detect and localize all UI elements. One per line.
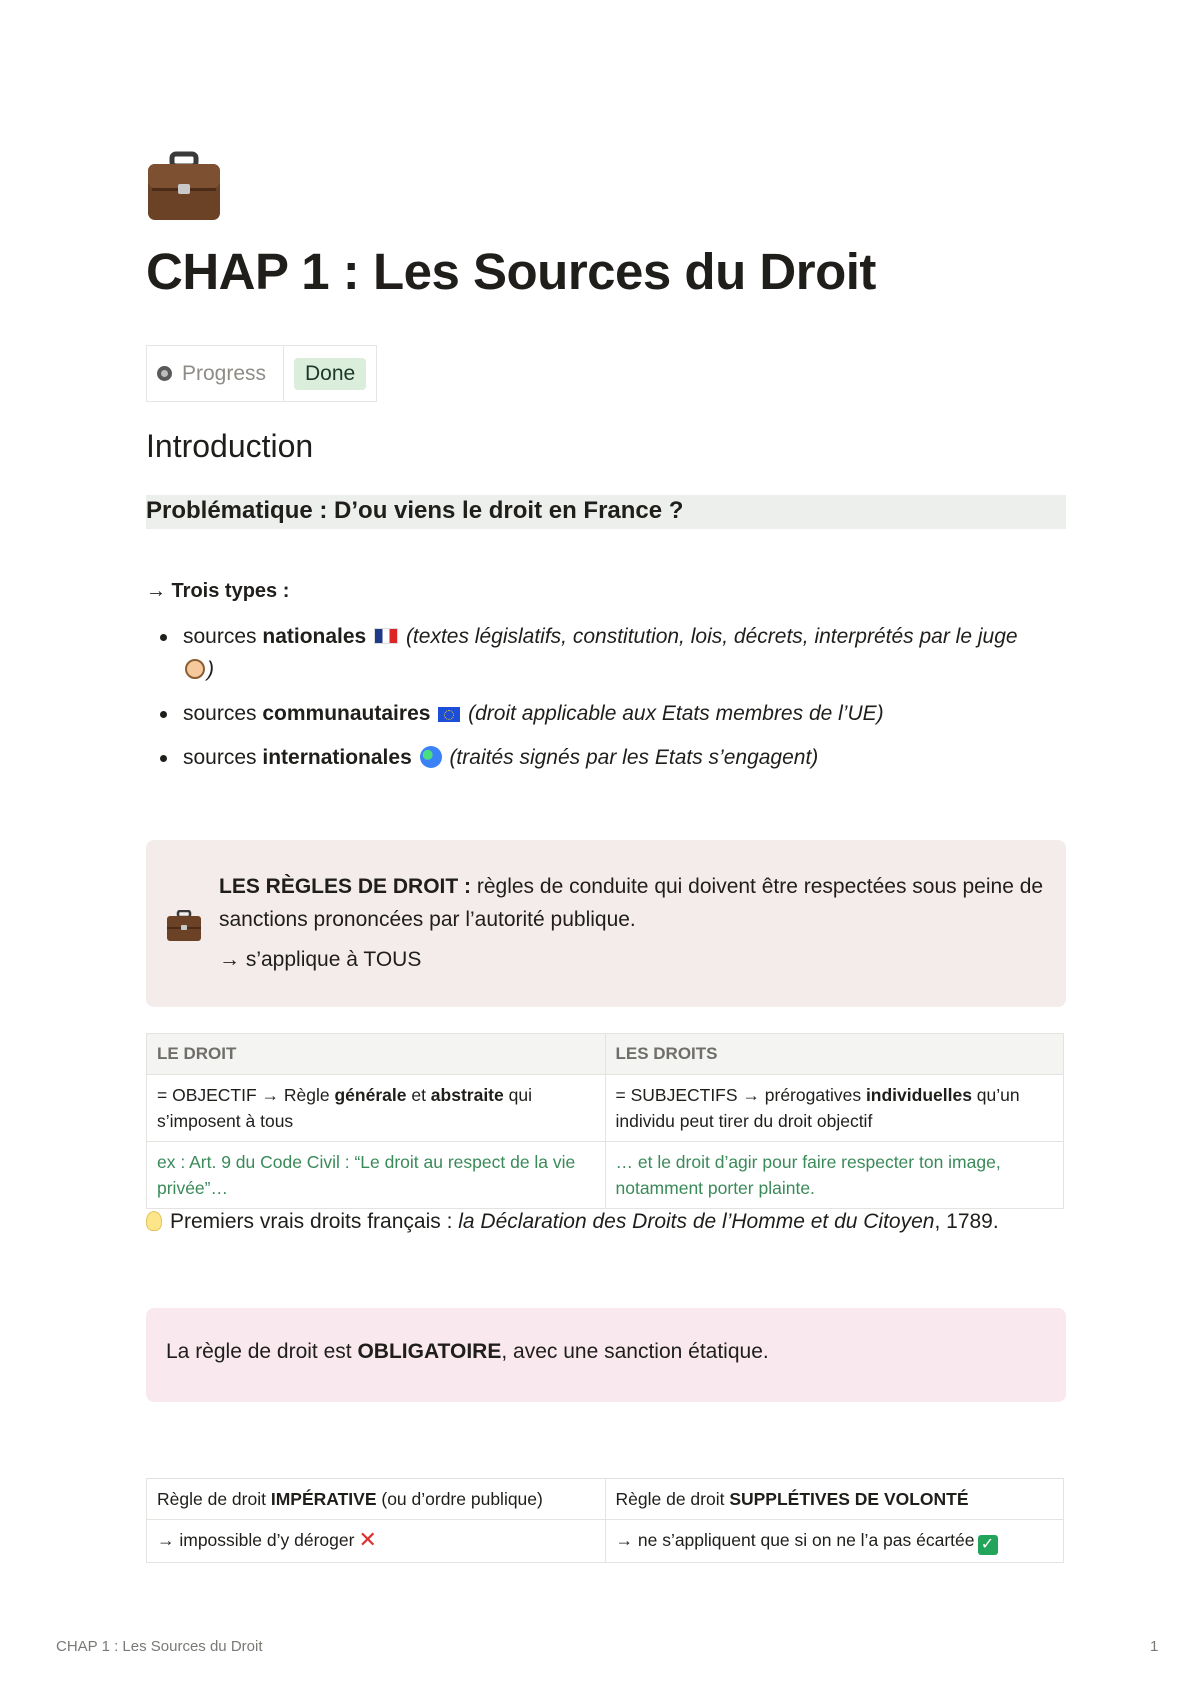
- column-header: Règle de droit IMPÉRATIVE (ou d’ordre publique): [147, 1479, 606, 1520]
- status-icon: [157, 366, 172, 381]
- sources-list: [146, 620, 1071, 785]
- list-item: sources internationales (traités signés par les Etats s’engagent): [146, 741, 1071, 774]
- table-row: [147, 1142, 1064, 1209]
- table-row: [147, 1520, 1064, 1563]
- property-name: [147, 346, 284, 402]
- table-header-row: [147, 1479, 1064, 1520]
- table-cell: ex : Art. 9 du Code Civil : “Le droit au respect de la vie privée”…: [147, 1142, 606, 1209]
- callout-text: LES RÈGLES DE DROIT : règles de conduite qui doivent être respectées sous peine de sanctions prononcées par l’autorité publique. → s’applique à TOUS: [219, 870, 1049, 976]
- table-cell: → ne s’appliquent que si on ne l’a pas écartée ✓: [605, 1520, 1064, 1563]
- judge-icon: [185, 659, 205, 679]
- page-number: 1: [1150, 1638, 1159, 1655]
- status-badge[interactable]: Done: [294, 358, 366, 390]
- list-item: sources communautaires (droit applicable aux Etats membres de l’UE): [146, 697, 1071, 730]
- heading-problematique: Problématique : D’ou viens le droit en France ?: [146, 495, 1066, 529]
- table-header-row: [147, 1034, 1064, 1075]
- list-item: sources nationales (textes législatifs, constitution, lois, décrets, interprétés par le juge ): [146, 620, 1071, 686]
- property-label: Progress: [182, 361, 267, 385]
- footer-title: CHAP 1 : Les Sources du Droit: [56, 1638, 263, 1655]
- column-header: Règle de droit SUPPLÉTIVES DE VOLONTÉ: [605, 1479, 1064, 1520]
- trois-types-label: → Trois types :: [146, 580, 290, 602]
- column-header: LES DROITS: [605, 1034, 1064, 1075]
- callout-text: La règle de droit est OBLIGATOIRE, avec une sanction étatique.: [166, 1340, 769, 1363]
- heading-introduction: Introduction: [146, 428, 314, 464]
- property-value[interactable]: [284, 346, 377, 402]
- table-cell: = SUBJECTIFS → prérogatives individuelles qu’un individu peut tirer du droit objectif: [605, 1075, 1064, 1142]
- table-cell: … et le droit d’agir pour faire respecter ton image, notamment porter plainte.: [605, 1142, 1064, 1209]
- table-regles: [146, 1478, 1064, 1563]
- table-droit: [146, 1033, 1064, 1209]
- check-icon: ✓: [978, 1535, 998, 1555]
- briefcase-icon: [166, 910, 202, 942]
- idea-line: Premiers vrais droits français : la Déclaration des Droits de l’Homme et du Citoyen, 1789.: [146, 1210, 999, 1234]
- france-flag-icon: [374, 628, 398, 644]
- lightbulb-icon: [146, 1211, 162, 1231]
- table-row: [147, 1075, 1064, 1142]
- column-header: LE DROIT: [147, 1034, 606, 1075]
- page-title: CHAP 1 : Les Sources du Droit: [146, 243, 876, 300]
- table-cell: = OBJECTIF → Règle générale et abstraite qui s’imposent à tous: [147, 1075, 606, 1142]
- table-cell: → impossible d’y déroger ✕: [147, 1520, 606, 1563]
- callout-subtext: → s’applique à TOUS: [219, 948, 422, 971]
- globe-icon: [420, 746, 442, 768]
- callout-regles-de-droit: [146, 840, 1066, 1007]
- briefcase-icon: [146, 150, 222, 222]
- callout-obligatoire: [146, 1308, 1066, 1402]
- eu-flag-icon: [438, 707, 460, 722]
- cross-icon: ✕: [358, 1527, 377, 1552]
- properties-table: [146, 345, 377, 402]
